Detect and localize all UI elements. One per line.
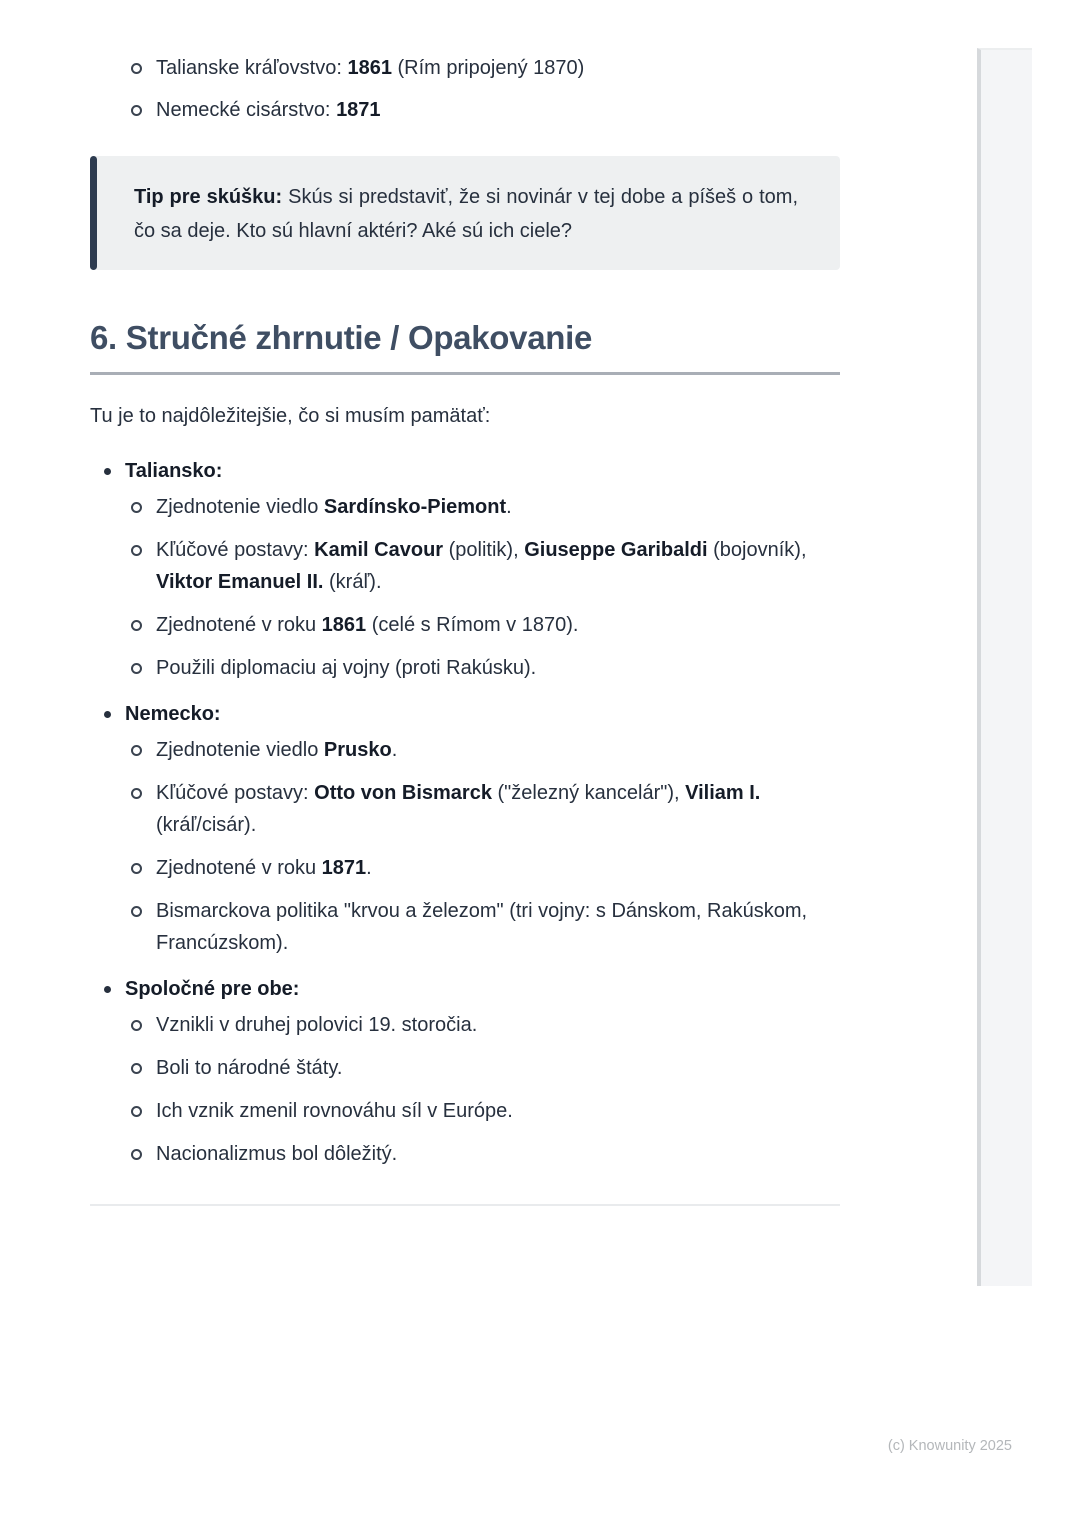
group-title: Taliansko: <box>125 460 223 482</box>
summary-group-common <box>125 973 840 1170</box>
italy-sublist <box>125 491 840 684</box>
list-item: Talianske kráľovstvo: 1861 (Rím pripojený 1870) <box>156 52 840 84</box>
group-title: Spoločné pre obe: <box>125 978 300 1000</box>
summary-group-italy <box>125 455 840 684</box>
top-continued-sublist <box>90 52 840 126</box>
summary-list <box>90 455 840 1170</box>
list-item: Zjednotenie viedlo Prusko. <box>156 734 840 766</box>
list-item: Kľúčové postavy: Kamil Cavour (politik), Giuseppe Garibaldi (bojovník), Viktor Emanuel II. (kráľ). <box>156 534 840 598</box>
document-page <box>90 0 840 1216</box>
heading-divider <box>90 372 840 375</box>
group-title: Nemecko: <box>125 703 221 725</box>
list-item: Nacionalizmus bol dôležitý. <box>156 1138 840 1170</box>
scrollbar-track[interactable] <box>977 48 1032 1286</box>
list-item: Zjednotenie viedlo Sardínsko-Piemont. <box>156 491 840 523</box>
common-sublist <box>125 1009 840 1170</box>
list-item: Použili diplomaciu aj vojny (proti Rakúsku). <box>156 652 840 684</box>
copyright-text: (c) Knowunity 2025 <box>887 1438 1012 1454</box>
list-item: Zjednotené v roku 1871. <box>156 852 840 884</box>
list-item: Ich vznik zmenil rovnováhu síl v Európe. <box>156 1095 840 1127</box>
list-item: Nemecké cisárstvo: 1871 <box>156 94 840 126</box>
exam-tip-callout <box>90 156 840 270</box>
callout-accent-bar <box>90 156 97 270</box>
list-item: Boli to národné štáty. <box>156 1052 840 1084</box>
summary-group-germany <box>125 698 840 959</box>
list-item: Vznikli v druhej polovici 19. storočia. <box>156 1009 840 1041</box>
intro-text: Tu je to najdôležitejšie, čo si musím pamätať: <box>90 405 491 427</box>
list-item: Bismarckova politika "krvou a železom" (tri vojny: s Dánskom, Rakúskom, Francúzskom). <box>156 895 840 959</box>
callout-text: Tip pre skúšku: Skús si predstaviť, že si novinár v tej dobe a píšeš o tom, čo sa deje. Kto sú hlavní aktéri? Aké sú ich ciele? <box>134 186 799 242</box>
list-item: Zjednotené v roku 1861 (celé s Rímom v 1870). <box>156 609 840 641</box>
list-item: Kľúčové postavy: Otto von Bismarck ("železný kancelár"), Viliam I. (kráľ/cisár). <box>156 777 840 841</box>
section-heading: 6. Stručné zhrnutie / Opakovanie <box>90 319 593 356</box>
section-end-divider <box>90 1204 840 1206</box>
germany-sublist <box>125 734 840 959</box>
